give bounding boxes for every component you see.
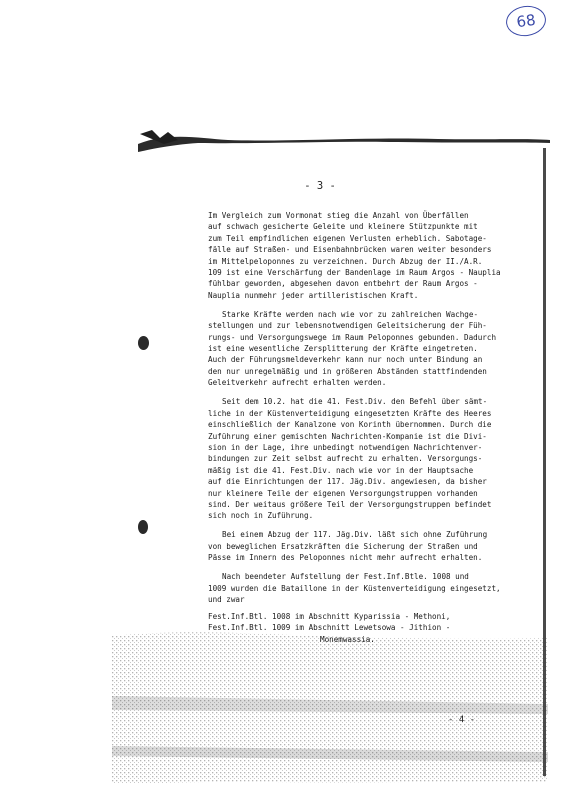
text-line: 109 ist eine Verschärfung der Bandenlage im Raum Argos - Nauplia [208, 268, 501, 278]
list-item: Monemwassia. [320, 634, 375, 644]
text-line: sion in der Lage, ihre unbedingt notwendigen Nachrichtenver- [208, 442, 483, 452]
text-line: bindungen zur Zeit selbst aufrecht zu erhalten. Versorgungs- [208, 454, 483, 464]
scan-smear-top [138, 128, 550, 158]
battalion-list [208, 611, 536, 645]
text-line: Nach beendeter Aufstellung der Fest.Inf.Btle. 1008 und [222, 572, 469, 582]
text-line: fälle auf Straßen- und Eisenbahnbrücken waren weiter besonders [208, 245, 492, 255]
paragraph-4 [208, 529, 536, 563]
text-line: von beweglichen Ersatzkräften die Sicherung der Straßen und [208, 541, 478, 551]
list-item: Fest.Inf.Btl. 1008 im Abschnitt Kyparissia - Methoni, [208, 611, 451, 621]
text-line: Im Vergleich zum Vormonat stieg die Anzahl von Überfällen [208, 211, 469, 220]
text-line: Seit dem 10.2. hat die 41. Fest.Div. den Befehl über sämt- [222, 397, 488, 407]
text-line: Bei einem Abzug der 117. Jäg.Div. läßt sich ohne Zuführung [222, 530, 488, 540]
next-page-marker: - 4 - [448, 715, 476, 725]
text-line: und zwar [208, 594, 245, 604]
text-line: nur kleinere Teile der eigenen Versorgungstruppen vorhanden [208, 488, 478, 498]
text-line: auf die Einrichtungen der 117. Jäg.Div. angewiesen, da bisher [208, 477, 487, 487]
text-line: Zuführung einer gemischten Nachrichten-Kompanie ist die Divi- [208, 431, 487, 441]
text-line: den nur unregelmäßig und in größeren Abständen stattfindenden [208, 366, 487, 376]
text-line: fühlbar geworden, abgesehen davon entbehrt der Raum Argos - [208, 279, 478, 289]
text-line: auf schwach gesicherte Geleite und kleinere Stützpunkte mit [208, 222, 478, 232]
text-line: zum Teil empfindlichen eigenen Verlusten erheblich. Sabotage- [208, 233, 487, 243]
paragraph-1 [208, 210, 536, 301]
text-line: Auch der Führungsmeldeverkehr kann nur noch unter Bindung an [208, 355, 483, 365]
text-line: sich noch in Zuführung. [208, 511, 314, 521]
list-item: Fest.Inf.Btl. 1009 im Abschnitt Lewetsowa - Jithion - [208, 623, 451, 633]
paragraph-5 [208, 571, 536, 605]
text-line: Pässe im Innern des Peloponnes nicht mehr aufrecht erhalten. [208, 553, 483, 563]
text-line: sind. Der weitaus größere Teil der Versorgungstruppen befindet [208, 499, 492, 509]
body-text [208, 210, 536, 645]
punch-hole-mark [138, 520, 148, 534]
archive-stamp: 68 [504, 3, 548, 38]
punch-hole-mark [138, 336, 149, 350]
text-line: liche in der Küstenverteidigung eingesetzten Kräfte des Heeres [208, 408, 492, 418]
text-line: Starke Kräfte werden nach wie vor zu zahlreichen Wachge- [222, 309, 479, 319]
text-line: im Mittelpeloponnes zu verzeichnen. Durch Abzug der II./A.R. [208, 256, 483, 266]
text-line: ist eine wesentliche Zersplitterung der Kräfte eingetreten. [208, 344, 478, 354]
text-line: Geleitverkehr aufrecht erhalten werden. [208, 378, 387, 388]
text-line: stellungen und zur lebensnotwendigen Geleitsicherung der Füh- [208, 321, 487, 331]
text-line: mäßig ist die 41. Fest.Div. nach wie vor in der Hauptsache [208, 465, 474, 475]
paragraph-3 [208, 396, 536, 521]
text-line: rungs- und Versorgungswege im Raum Peloponnes gebunden. Dadurch [208, 332, 497, 342]
text-line: Nauplia nunmehr jeder artilleristischen Kraft. [208, 290, 419, 300]
text-line: einschließlich der Kanalzone von Korinth übernommen. Durch die [208, 420, 492, 430]
text-line: 1009 wurden die Bataillone in der Küstenverteidigung eingesetzt, [208, 583, 501, 593]
paragraph-2 [208, 309, 536, 389]
page-number: - 3 - [304, 180, 336, 192]
